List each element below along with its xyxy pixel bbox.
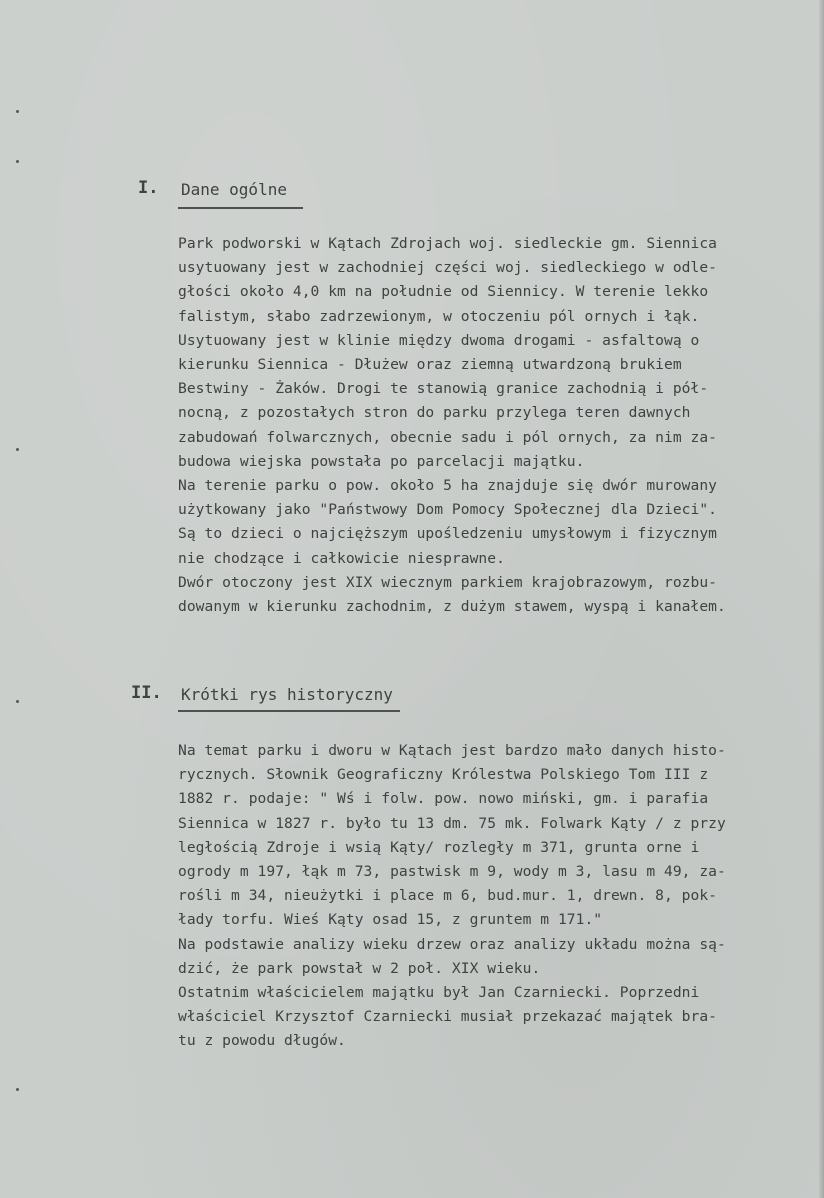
text-line: rośli m 34, nieużytki i place m 6, bud.mur. 1, drewn. 8, pok- [178, 887, 718, 905]
text-line: nie chodzące i całkowicie niesprawne. [178, 549, 505, 567]
text-line: Bestwiny - Żaków. Drogi te stanowią granice zachodnią i pół- [178, 380, 709, 398]
edge-mark [16, 1088, 19, 1091]
text-line: dzić, że park powstał w 2 poł. XIX wieku. [178, 959, 541, 977]
text-line: Park podworski w Kątach Zdrojach woj. siedleckie gm. Siennica [178, 235, 718, 252]
text-line: ległością Zdroje i wsią Kąty/ rozległy m 371, grunta orne i [178, 838, 700, 856]
text-line: Ostatnim właścicielem majątku był Jan Czarniecki. Poprzedni [178, 984, 700, 1001]
text-line: 1882 r. podaje: " Wś i folw. pow. nowo miński, gm. i parafia [178, 790, 709, 808]
text-line: Na podstawie analizy wieku drzew oraz analizy układu można są- [178, 935, 726, 953]
section-title: Krótki rys historyczny [181, 685, 393, 704]
text-line: dowanym w kierunku zachodnim, z dużym stawem, wyspą i kanałem. [178, 598, 726, 615]
text-line: zabudowań folwarcznych, obecnie sadu i pól ornych, za nim za- [178, 428, 718, 446]
text-line: głości około 4,0 km na południe od Siennicy. W terenie lekko [178, 283, 709, 301]
text-line: Na temat parku i dworu w Kątach jest bardzo mało danych histo- [178, 742, 726, 759]
title-underline [178, 710, 400, 712]
text-line: Usytuowany jest w klinie między dwoma drogami - asfaltową o [178, 331, 700, 349]
edge-mark [16, 160, 19, 163]
section-title: Dane ogólne [181, 180, 287, 199]
edge-mark [16, 448, 19, 451]
text-line: Dwór otoczony jest XIX wiecznym parkiem krajobrazowym, rozbu- [178, 573, 718, 591]
section-number: II. [131, 683, 162, 703]
text-line: ogrody m 197, łąk m 73, pastwisk m 9, wody m 3, lasu m 49, za- [178, 863, 726, 880]
page-edge-shadow [818, 0, 824, 1198]
edge-mark [16, 110, 19, 113]
edge-mark [16, 700, 19, 703]
text-line: Są to dzieci o najcięższym upośledzeniu umysłowym i fizycznym [178, 525, 718, 543]
text-line: właściciel Krzysztof Czarniecki musiał przekazać majątek bra- [178, 1008, 718, 1026]
text-line: użytkowany jako "Państwowy Dom Pomocy Społecznej dla Dzieci". [178, 501, 718, 519]
text-line: tu z powodu długów. [178, 1032, 346, 1050]
text-line: usytuowany jest w zachodniej części woj. siedleckiego w odle- [178, 259, 718, 277]
text-line: nocną, z pozostałych stron do parku przylega teren dawnych [178, 404, 691, 422]
text-line: łady torfu. Wieś Kąty osad 15, z gruntem m 171." [178, 911, 603, 929]
text-line: Siennica w 1827 r. było tu 13 dm. 75 mk. Folwark Kąty / z przy [178, 814, 726, 832]
text-line: Na terenie parku o pow. około 5 ha znajduje się dwór murowany [178, 477, 718, 494]
text-line: kierunku Siennica - Dłużew oraz ziemną utwardzoną brukiem [178, 356, 682, 373]
title-underline [178, 207, 303, 209]
section-number: I. [138, 178, 159, 198]
text-line: rycznych. Słownik Geograficzny Królestwa Polskiego Tom III z [178, 766, 709, 784]
text-line: budowa wiejska powstała po parcelacji majątku. [178, 452, 585, 470]
text-line: falistym, słabo zadrzewionym, w otoczeniu pól ornych i łąk. [178, 307, 700, 325]
